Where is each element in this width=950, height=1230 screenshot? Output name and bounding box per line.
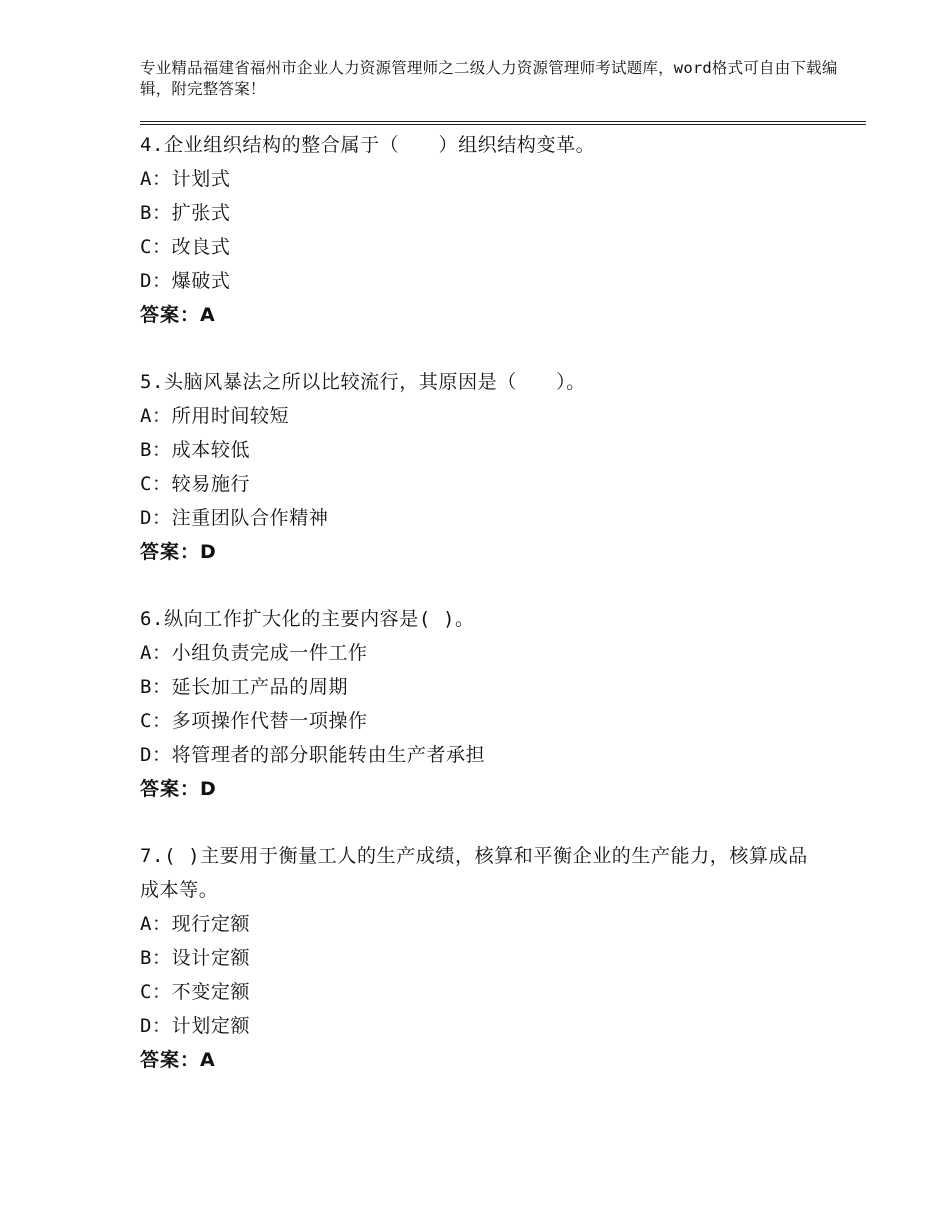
option-d: D：注重团队合作精神 xyxy=(140,507,329,529)
option-c: C：多项操作代替一项操作 xyxy=(140,710,368,732)
question-6 xyxy=(140,602,820,806)
question-stem: 5.头脑风暴法之所以比较流行，其原因是（ ）。 xyxy=(140,371,586,393)
option-c: C：不变定额 xyxy=(140,981,251,1003)
question-list xyxy=(140,128,820,1110)
document-header: 专业精品福建省福州市企业人力资源管理师之二级人力资源管理师考试题库，word格式可自由下载编辑，附完整答案！ xyxy=(140,59,838,98)
option-d: D：爆破式 xyxy=(140,270,231,292)
option-c: C：较易施行 xyxy=(140,473,251,495)
question-7 xyxy=(140,839,820,1077)
question-stem: 6.纵向工作扩大化的主要内容是( )。 xyxy=(140,608,475,630)
header-rule-bottom xyxy=(140,124,866,125)
option-b: B：成本较低 xyxy=(140,439,251,461)
answer-label: 答案：D xyxy=(140,541,217,563)
question-4 xyxy=(140,128,820,332)
option-d: D：将管理者的部分职能转由生产者承担 xyxy=(140,744,486,766)
option-c: C：改良式 xyxy=(140,236,231,258)
option-a: A：现行定额 xyxy=(140,913,251,935)
option-a: A：计划式 xyxy=(140,168,231,190)
option-a: A：小组负责完成一件工作 xyxy=(140,642,368,664)
answer-label: 答案：D xyxy=(140,778,217,800)
option-d: D：计划定额 xyxy=(140,1015,251,1037)
answer-label: 答案：A xyxy=(140,1049,216,1071)
question-stem: 4.企业组织结构的整合属于（ ）组织结构变革。 xyxy=(140,134,596,156)
option-b: B：设计定额 xyxy=(140,947,251,969)
header-rule-top xyxy=(140,121,866,122)
answer-label: 答案：A xyxy=(140,304,216,326)
question-stem: 7.( )主要用于衡量工人的生产成绩，核算和平衡企业的生产能力，核算成品成本等。 xyxy=(140,845,808,901)
option-a: A：所用时间较短 xyxy=(140,405,290,427)
option-b: B：扩张式 xyxy=(140,202,231,224)
question-5 xyxy=(140,365,820,569)
option-b: B：延长加工产品的周期 xyxy=(140,676,349,698)
